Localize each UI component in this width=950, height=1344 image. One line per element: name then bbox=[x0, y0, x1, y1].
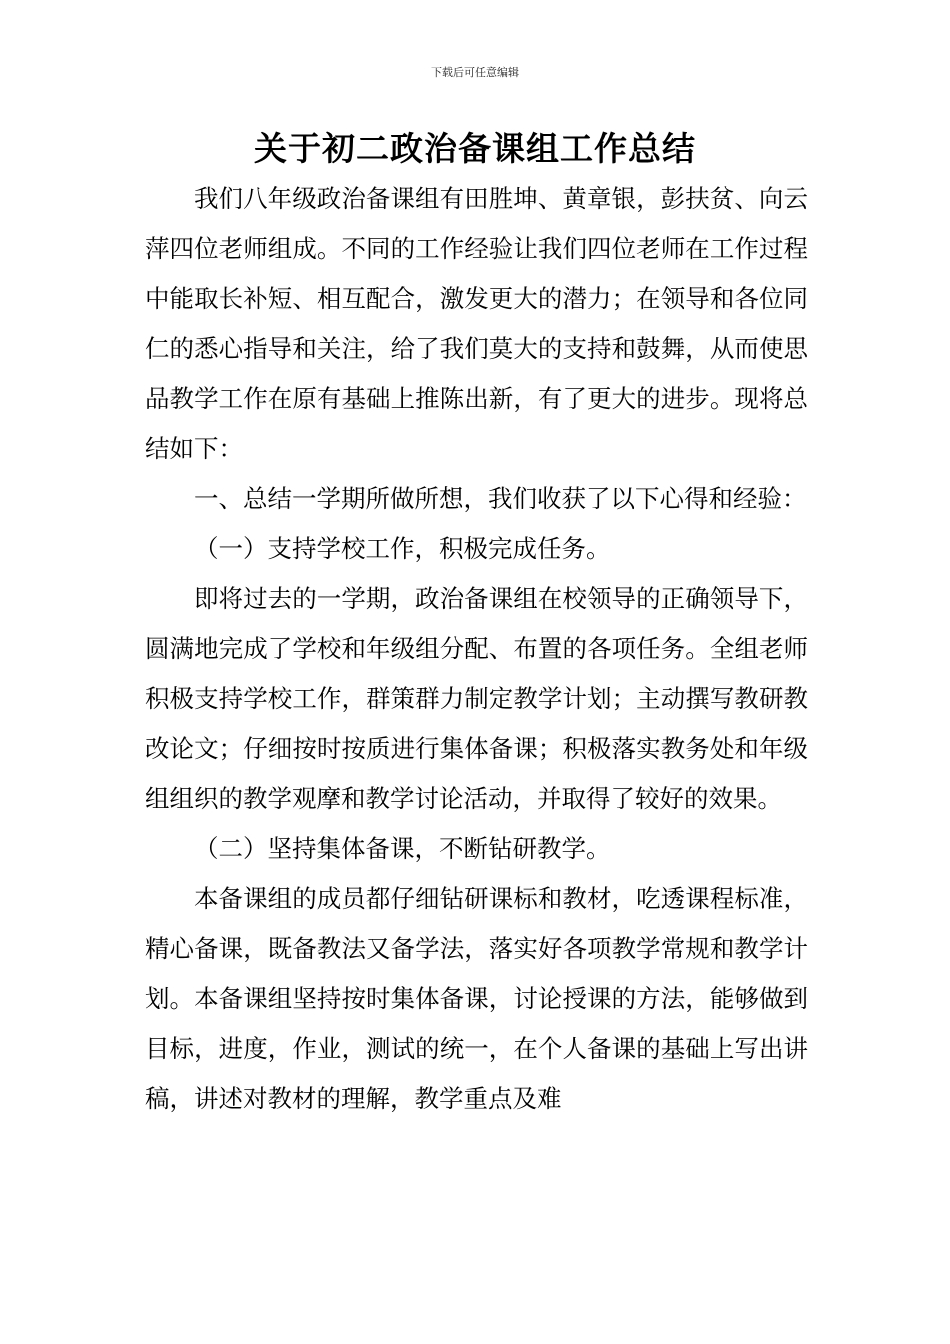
paragraph-subsection-1-heading: （一）支持学校工作，积极完成任务。 bbox=[194, 534, 611, 563]
document-body bbox=[145, 174, 808, 1124]
paragraph-section-1-heading: 一、总结一学期所做所想，我们收获了以下心得和经验： bbox=[194, 484, 807, 513]
paragraph-subsection-2-heading: （二）坚持集体备课，不断钻研教学。 bbox=[194, 834, 611, 863]
header-note: 下载后可任意编辑 bbox=[431, 66, 519, 79]
document-title: 关于初二政治备课组工作总结 bbox=[254, 129, 696, 168]
paragraph-intro: 我们八年级政治备课组有田胜坤、黄章银，彭扶贫、向云萍四位老师组成。不同的工作经验让我们四位老师在工作过程中能取长补短、相互配合，激发更大的潜力；在领导和各位同仁的悉心指导和关注，给了我们莫大的支持和鼓舞，从而使思品教学工作在原有基础上推陈出新，有了更大的进步。现将总结如下： bbox=[145, 184, 808, 463]
paragraph-subsection-2-body: 本备课组的成员都仔细钻研课标和教材，吃透课程标准，精心备课，既备教法又备学法，落实好各项教学常规和教学计划。本备课组坚持按时集体备课，讨论授课的方法，能够做到目标，进度，作业，测试的统一，在个人备课的基础上写出讲稿，讲述对教材的理解，教学重点及难 bbox=[145, 884, 808, 1113]
paragraph-subsection-1-body: 即将过去的一学期，政治备课组在校领导的正确领导下，圆满地完成了学校和年级组分配、布置的各项任务。全组老师积极支持学校工作，群策群力制定教学计划；主动撰写教研教改论文；仔细按时按质进行集体备课；积极落实教务处和年级组组织的教学观摩和教学讨论活动，并取得了较好的效果。 bbox=[145, 584, 808, 813]
